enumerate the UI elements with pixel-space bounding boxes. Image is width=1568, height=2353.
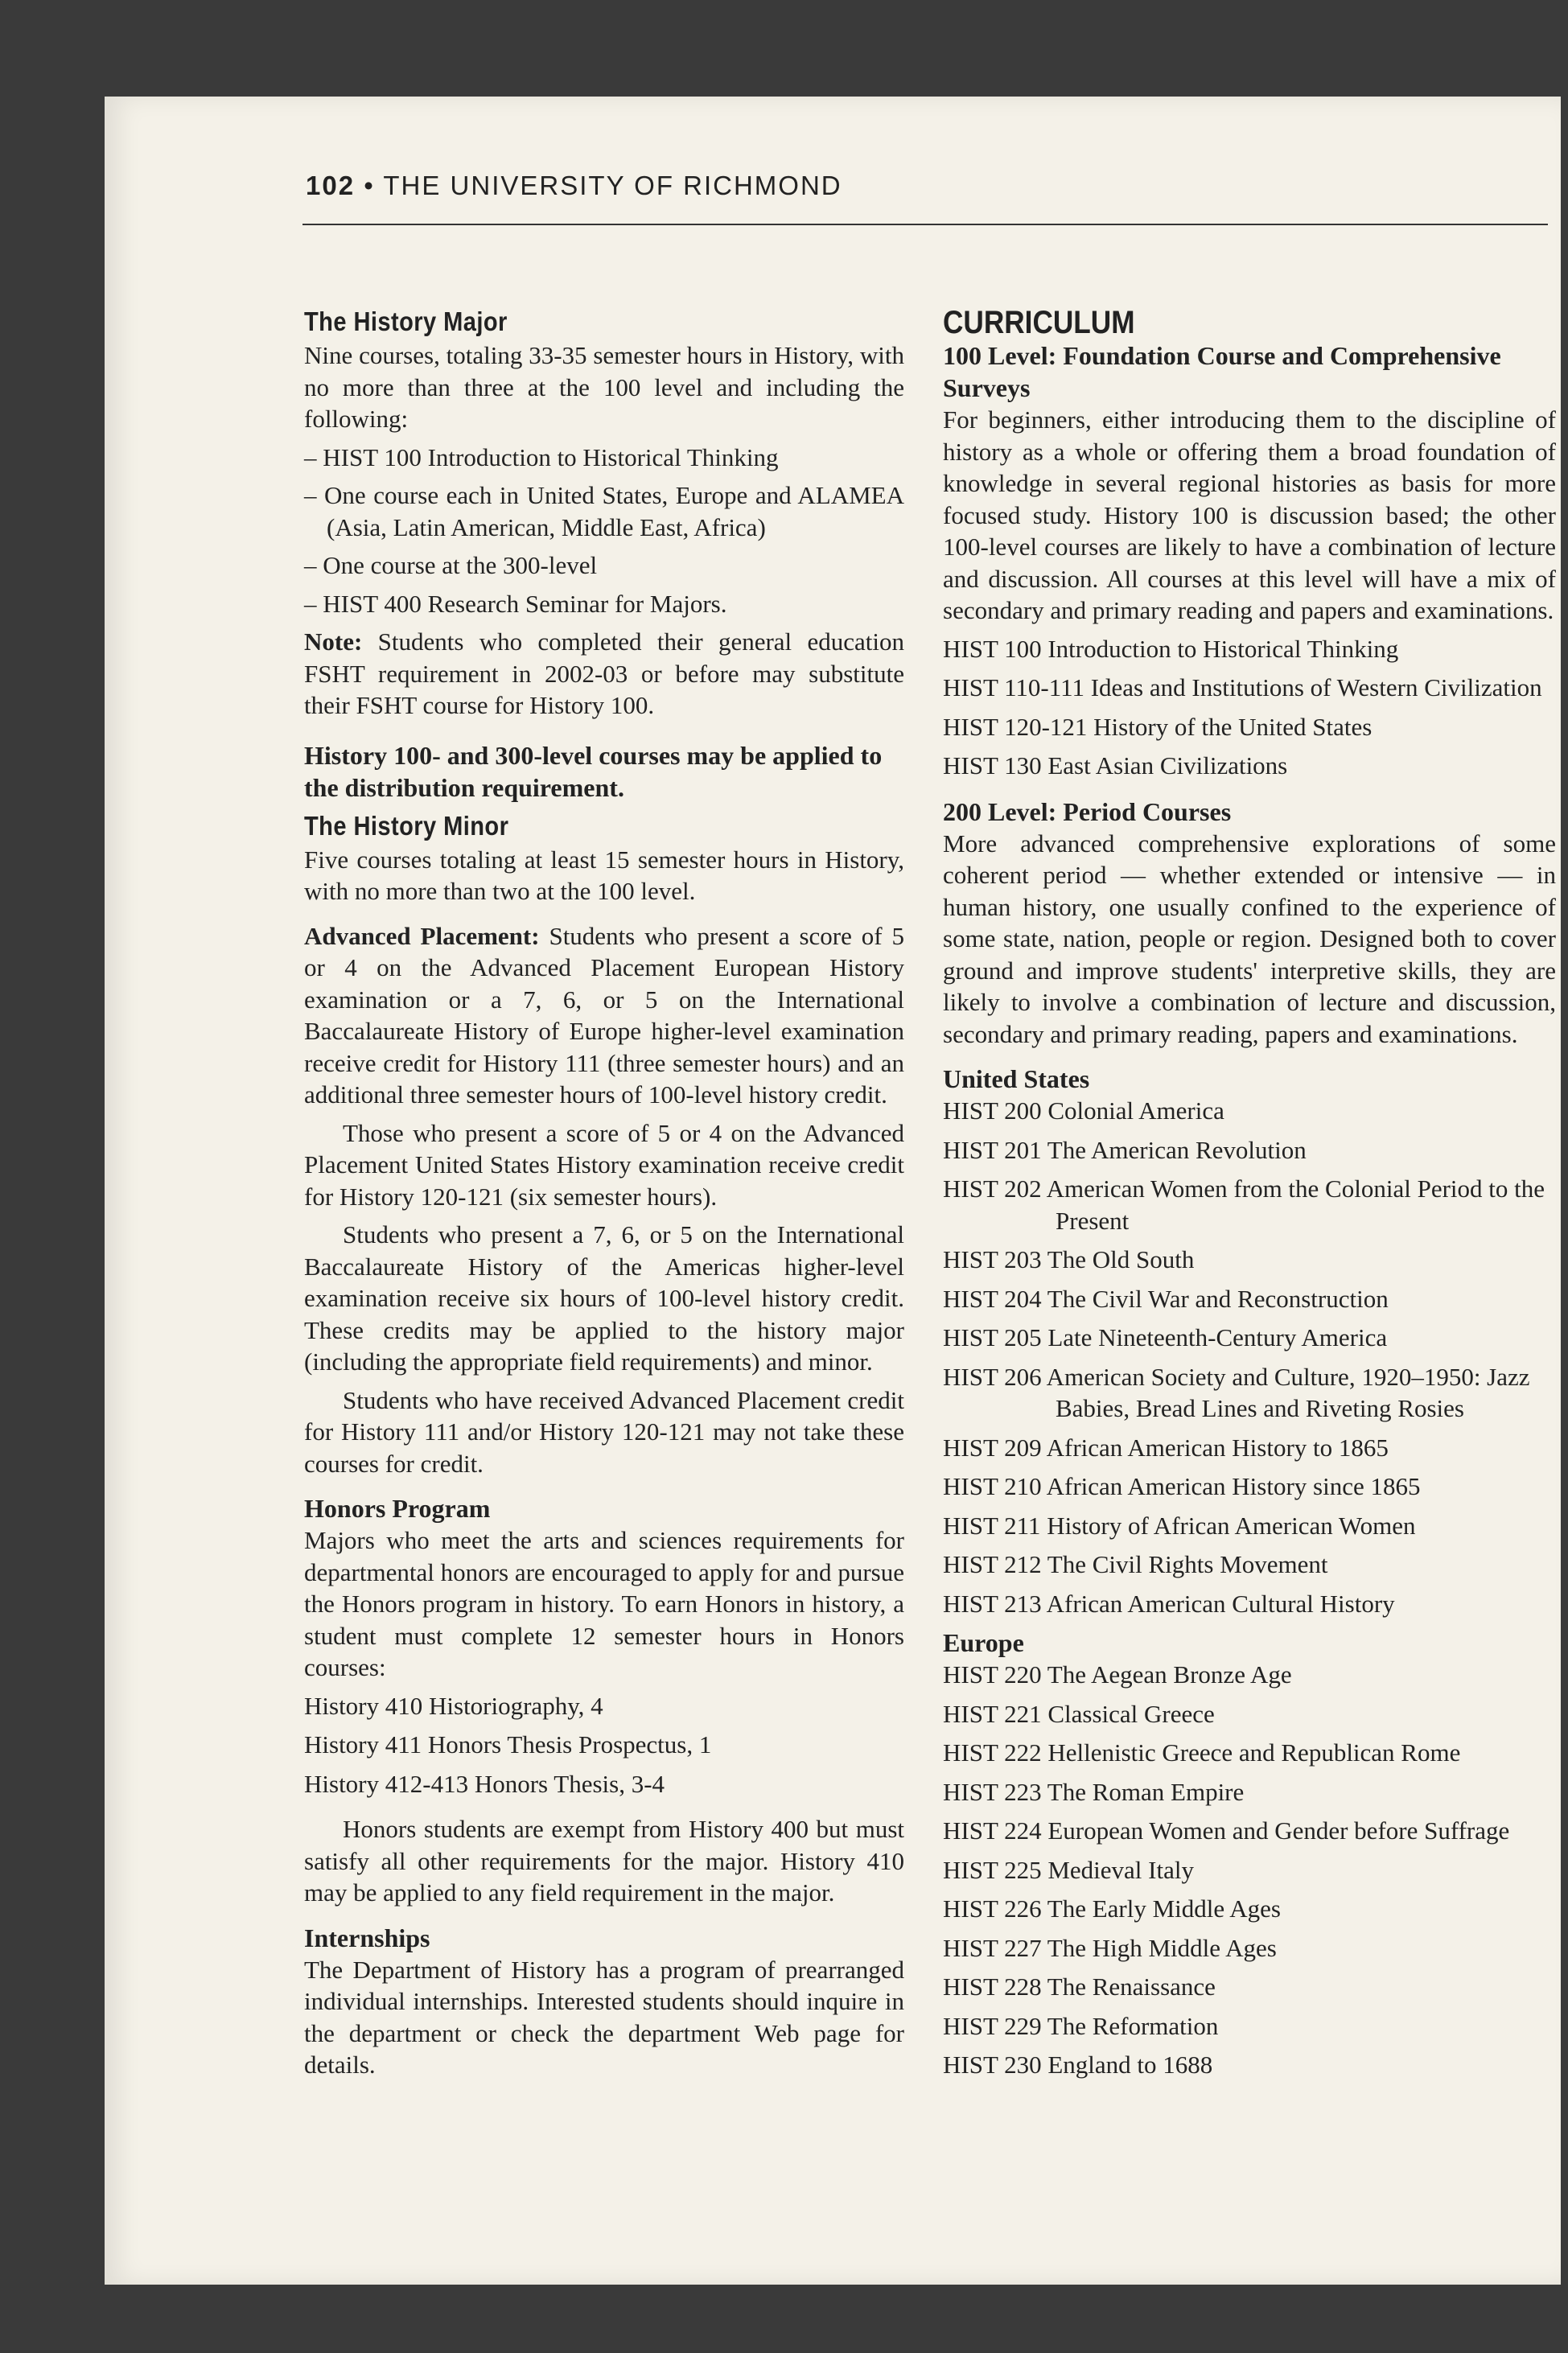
course-code: HIST 110-111 bbox=[943, 673, 1084, 701]
note-label: Note: bbox=[304, 627, 363, 656]
course-code: HIST 226 bbox=[943, 1894, 1042, 1923]
course-title: History of the United States bbox=[1093, 712, 1373, 741]
minor-text: Five courses totaling at least 15 semester hours in History, with no more than two at the 100 level. bbox=[304, 845, 904, 905]
ap-text: Students who present a score of 5 or 4 on the Advanced Placement European History examination or a 7, 6, or 5 on the International Baccalaureate History of Europe higher-level examination receive credit for History 111 (three semester hours) and an additional three semester hours of 100-level history credit. bbox=[304, 921, 904, 1109]
course-title: African American Cultural History bbox=[1046, 1589, 1395, 1618]
course-entry bbox=[943, 1361, 1556, 1425]
course-entry bbox=[943, 2049, 1556, 2081]
course-entry bbox=[943, 750, 1556, 782]
running-header bbox=[306, 171, 842, 201]
course-entry bbox=[943, 1776, 1556, 1808]
requirement-item: – One course each in United States, Europe and ALAMEA (Asia, Latin American, Middle East, Africa) bbox=[304, 481, 904, 541]
course-title: Medieval Italy bbox=[1047, 1855, 1194, 1884]
course-title: African American History since 1865 bbox=[1046, 1472, 1421, 1500]
course-entry bbox=[943, 1549, 1556, 1581]
course-title: The Civil War and Reconstruction bbox=[1047, 1284, 1389, 1313]
course-title: African American History to 1865 bbox=[1046, 1433, 1389, 1462]
course-code: HIST 210 bbox=[943, 1472, 1042, 1500]
course-entry bbox=[943, 1659, 1556, 1691]
europe-heading: Europe bbox=[943, 1628, 1024, 1657]
course-entry bbox=[943, 1588, 1556, 1620]
requirement-item: – HIST 100 Introduction to Historical Thinking bbox=[304, 442, 779, 471]
internships-text: The Department of History has a program of prearranged individual internships. Interested students should inquire in the department or check the department Web page for details. bbox=[304, 1955, 904, 2079]
course-code: HIST 201 bbox=[943, 1135, 1042, 1164]
course-code: HIST 205 bbox=[943, 1323, 1042, 1351]
course-entry bbox=[943, 1932, 1556, 1964]
course-title: Hellenistic Greece and Republican Rome bbox=[1047, 1738, 1461, 1767]
ap-paragraph-4: Students who have received Advanced Placement credit for History 111 and/or History 120-121 may not take these courses for credit. bbox=[304, 1385, 904, 1478]
course-title: The Renaissance bbox=[1047, 1972, 1216, 2001]
course-title: The American Revolution bbox=[1047, 1135, 1307, 1164]
header-title: THE UNIVERSITY OF RICHMOND bbox=[383, 171, 842, 200]
course-code: HIST 209 bbox=[943, 1433, 1042, 1462]
course-title: American Women from the Colonial Period to the Present bbox=[1046, 1174, 1545, 1235]
course-code: HIST 222 bbox=[943, 1738, 1042, 1767]
course-entry bbox=[943, 1737, 1556, 1769]
course-entry bbox=[943, 1893, 1556, 1925]
course-code: HIST 203 bbox=[943, 1245, 1042, 1273]
internships-heading: Internships bbox=[304, 1923, 430, 1952]
honors-text: Majors who meet the arts and sciences requirements for departmental honors are encouraged to apply for and pursue the Honors program in history. To earn Honors in history, a student must complete 12 semester hours in Honors courses: bbox=[304, 1526, 904, 1681]
ap-paragraph bbox=[304, 920, 904, 1111]
ap-paragraph-3: Students who present a 7, 6, or 5 on the International Baccalaureate History of the Americas higher-level examination receive six hours of 100-level history credit. These credits may be applied to the history major (including the appropriate field requirements) and minor. bbox=[304, 1220, 904, 1376]
ap-label: Advanced Placement: bbox=[304, 921, 540, 950]
course-code: HIST 211 bbox=[943, 1511, 1041, 1540]
course-code: HIST 213 bbox=[943, 1589, 1042, 1618]
course-code: HIST 225 bbox=[943, 1855, 1042, 1884]
course-title: The Reformation bbox=[1047, 2011, 1219, 2040]
level100-text: For beginners, either introducing them to the discipline of history as a whole or offering them a broad foundation of knowledge in several regional histories as basis for more focused study. History 100 is discussion based; the other 100-level courses are likely to have a combination of lecture and discussion. All courses at this level will have a mix of secondary and primary reading and papers and examinations. bbox=[943, 405, 1556, 624]
course-title: The Early Middle Ages bbox=[1047, 1894, 1281, 1923]
ap-paragraph-2: Those who present a score of 5 or 4 on the Advanced Placement United States History examination receive credit for History 120-121 (six semester hours). bbox=[304, 1118, 904, 1211]
course-title: Classical Greece bbox=[1047, 1699, 1215, 1728]
course-entry bbox=[943, 1971, 1556, 2003]
minor-heading: The History Minor bbox=[304, 810, 509, 841]
course-title: Ideas and Institutions of Western Civilization bbox=[1090, 673, 1542, 701]
page-number: 102 bbox=[306, 171, 356, 200]
major-heading: The History Major bbox=[304, 306, 508, 336]
course-title: The Aegean Bronze Age bbox=[1047, 1660, 1292, 1689]
honors-course: History 412-413 Honors Thesis, 3-4 bbox=[304, 1769, 665, 1798]
course-code: HIST 206 bbox=[943, 1362, 1042, 1391]
left-column bbox=[304, 306, 904, 2088]
us-heading: United States bbox=[943, 1064, 1090, 1093]
note-text: Students who completed their general education FSHT requirement in 2002-03 or before may substitute their FSHT course for History 100. bbox=[304, 627, 904, 719]
course-title: East Asian Civilizations bbox=[1047, 751, 1288, 780]
course-code: HIST 228 bbox=[943, 1972, 1042, 2001]
curriculum-heading: CURRICULUM bbox=[943, 305, 1135, 340]
course-entry bbox=[943, 1134, 1556, 1166]
course-entry bbox=[943, 2010, 1556, 2042]
course-code: HIST 224 bbox=[943, 1816, 1042, 1845]
course-entry bbox=[943, 1322, 1556, 1354]
course-title: American Society and Culture, 1920–1950: Jazz Babies, Bread Lines and Riveting Rosies bbox=[1046, 1362, 1530, 1422]
requirement-item: – One course at the 300-level bbox=[304, 551, 598, 579]
course-title: The Civil Rights Movement bbox=[1047, 1550, 1328, 1578]
course-code: HIST 221 bbox=[943, 1699, 1042, 1728]
course-entry bbox=[943, 1432, 1556, 1464]
course-title: Colonial America bbox=[1047, 1096, 1224, 1125]
level200-heading: 200 Level: Period Courses bbox=[943, 796, 1232, 826]
course-code: HIST 100 bbox=[943, 634, 1042, 663]
note-paragraph bbox=[304, 626, 904, 722]
distribution-note: History 100- and 300-level courses may be applied to the distribution requirement. bbox=[304, 740, 883, 802]
course-entry bbox=[943, 711, 1556, 743]
honors-heading: Honors Program bbox=[304, 1494, 491, 1523]
course-code: HIST 200 bbox=[943, 1096, 1042, 1125]
course-title: England to 1688 bbox=[1047, 2051, 1213, 2079]
course-entry bbox=[943, 672, 1556, 704]
level200-text: More advanced comprehensive explorations of some coherent period — whether extended or intensive — in human history, one usually confined to the experience of some state, nation, people or region. Designed both to cover ground and improve students' interpretive skills, they are likely to involve a combination of lecture and discussion, secondary and primary reading, papers and examinations. bbox=[943, 829, 1556, 1048]
course-code: HIST 220 bbox=[943, 1660, 1042, 1689]
course-code: HIST 230 bbox=[943, 2051, 1042, 2079]
course-title: Introduction to Historical Thinking bbox=[1047, 634, 1399, 663]
course-title: The High Middle Ages bbox=[1047, 1933, 1277, 1962]
honors-paragraph-2: Honors students are exempt from History 400 but must satisfy all other requirements for the major. History 410 may be applied to any field requirement in the major. bbox=[304, 1815, 904, 1907]
requirement-item: – HIST 400 Research Seminar for Majors. bbox=[304, 589, 727, 618]
course-code: HIST 204 bbox=[943, 1284, 1042, 1313]
right-column bbox=[943, 306, 1556, 2088]
course-title: The Old South bbox=[1047, 1245, 1195, 1273]
course-code: HIST 212 bbox=[943, 1550, 1042, 1578]
major-requirements bbox=[304, 442, 904, 620]
europe-course-list bbox=[943, 1659, 1556, 2081]
level100-heading: 100 Level: Foundation Course and Comprehensive Surveys bbox=[943, 341, 1501, 402]
honors-course: History 410 Historiography, 4 bbox=[304, 1691, 603, 1720]
course-title: History of African American Women bbox=[1047, 1511, 1416, 1540]
course-code: HIST 202 bbox=[943, 1174, 1042, 1203]
course-code: HIST 130 bbox=[943, 751, 1042, 780]
course-entry bbox=[943, 1095, 1556, 1127]
course-entry bbox=[943, 1173, 1556, 1236]
us-course-list bbox=[943, 1095, 1556, 1619]
course-code: HIST 229 bbox=[943, 2011, 1042, 2040]
course-entry bbox=[943, 633, 1556, 665]
header-separator: • bbox=[364, 171, 375, 200]
course-code: HIST 223 bbox=[943, 1777, 1042, 1806]
course-title: European Women and Gender before Suffrage bbox=[1047, 1816, 1510, 1845]
level100-course-list bbox=[943, 633, 1556, 782]
course-code: HIST 227 bbox=[943, 1933, 1042, 1962]
course-entry bbox=[943, 1471, 1556, 1503]
course-code: HIST 120-121 bbox=[943, 712, 1088, 741]
course-title: The Roman Empire bbox=[1047, 1777, 1245, 1806]
major-intro: Nine courses, totaling 33-35 semester hours in History, with no more than three at the 100 level and including the following: bbox=[304, 341, 904, 433]
course-entry bbox=[943, 1244, 1556, 1276]
course-entry bbox=[943, 1854, 1556, 1886]
header-rule bbox=[302, 224, 1548, 225]
honors-course: History 411 Honors Thesis Prospectus, 1 bbox=[304, 1730, 712, 1759]
course-entry bbox=[943, 1698, 1556, 1730]
course-entry bbox=[943, 1283, 1556, 1315]
course-title: Late Nineteenth-Century America bbox=[1047, 1323, 1388, 1351]
course-entry bbox=[943, 1510, 1556, 1542]
course-entry bbox=[943, 1815, 1556, 1847]
